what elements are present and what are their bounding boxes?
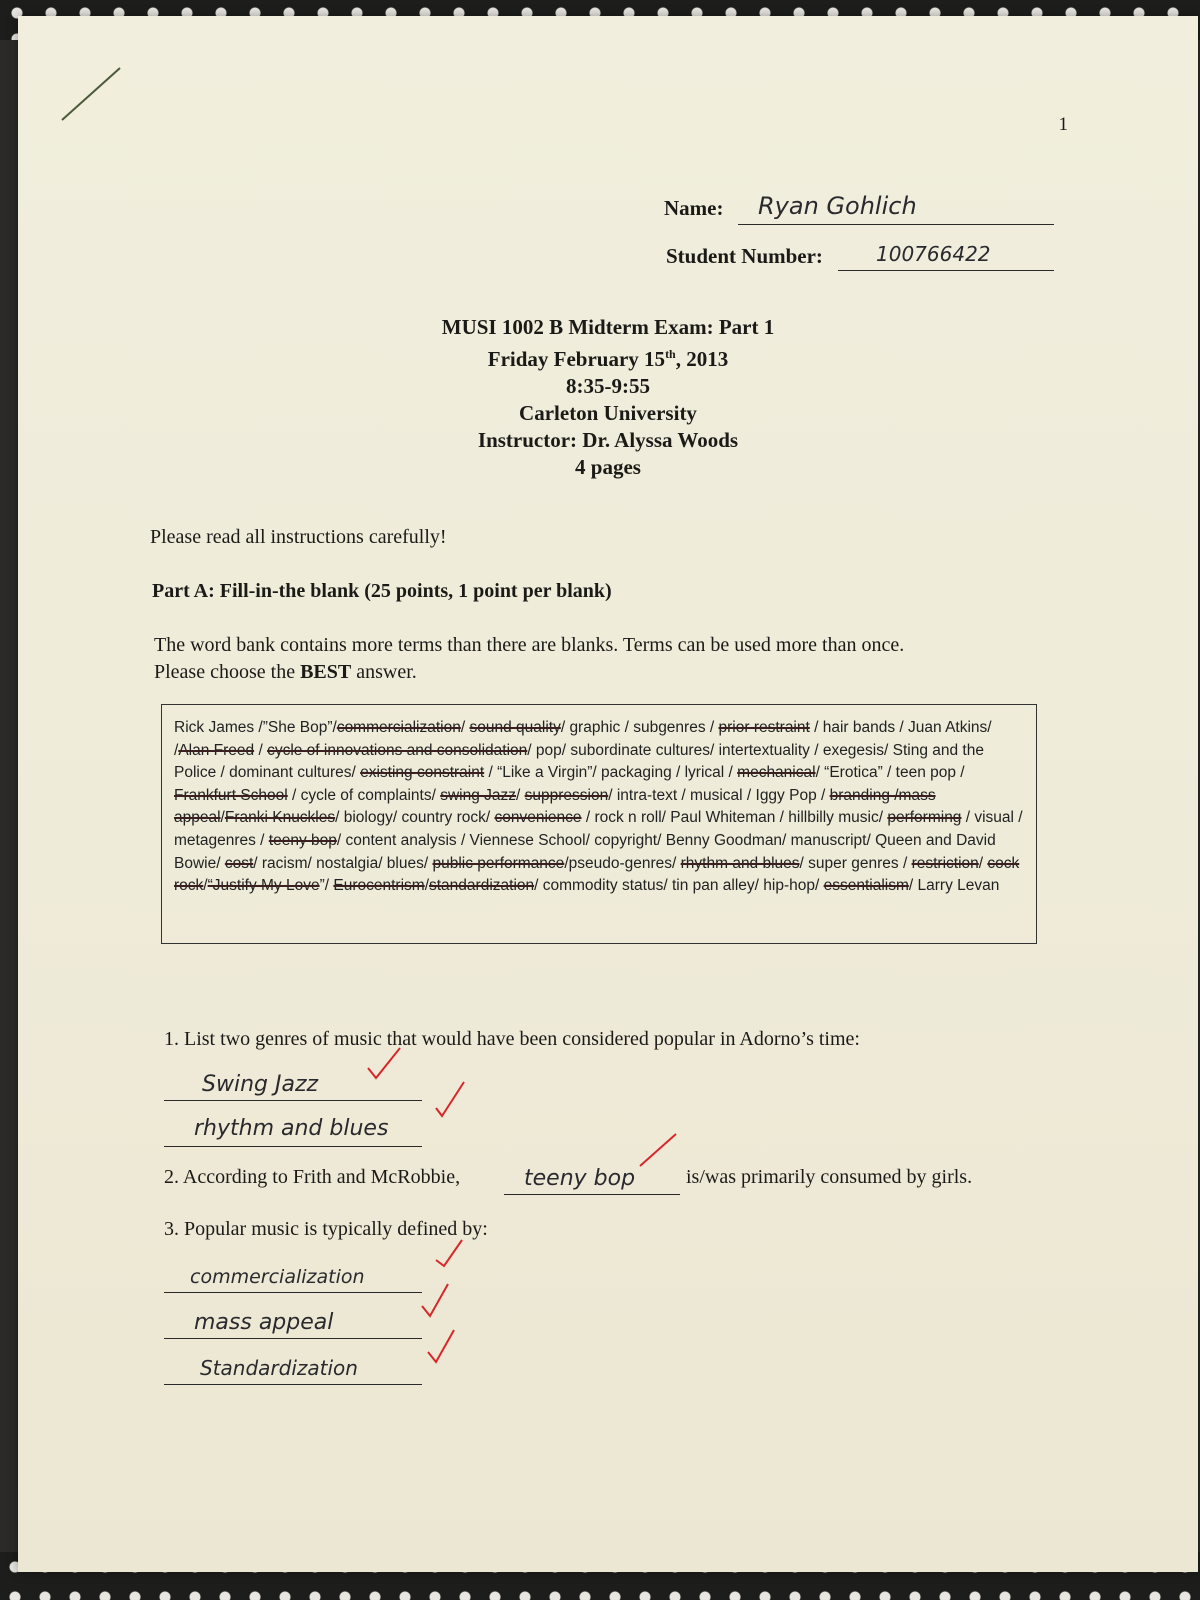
red-check-icon <box>418 1280 458 1320</box>
word-bank-text: / <box>220 809 225 827</box>
exam-page <box>18 16 1198 1572</box>
word-bank-term-crossed: standardization <box>429 877 535 895</box>
word-bank-term-crossed: essentialism <box>823 877 909 895</box>
page-count: 4 pages <box>575 455 641 479</box>
word-bank-term-crossed: suppression <box>524 786 609 804</box>
exam-time: 8:35-9:55 <box>566 374 650 398</box>
word-bank-term-crossed: Alan Freed <box>178 741 255 759</box>
word-bank-intro: The word bank contains more terms than there are blanks. Terms can be used more than once. Please choose the BEST answer. <box>154 634 905 683</box>
word-bank-text: / intra-text / musical / Iggy Pop / <box>608 786 830 804</box>
q3-answer-1: commercialization <box>190 1266 365 1288</box>
word-bank-term-crossed: rhythm and blues <box>680 854 800 872</box>
word-bank-text: / <box>978 854 988 872</box>
word-bank-text: / cycle of complaints/ <box>287 786 441 804</box>
word-bank-text: / content analysis / Viennese School/ copyright/ Benny Goodman/ manuscript/ Queen and David Bowie/ <box>174 831 996 872</box>
word-bank-text: / <box>203 877 208 895</box>
word-bank-term-crossed: Eurocentrism <box>333 877 425 895</box>
word-bank-term-crossed: Frankfurt School <box>174 786 288 804</box>
word-bank-term-crossed: prior restraint <box>718 719 810 736</box>
word-bank-term-crossed: cycle of innovations and consolidation <box>267 741 528 759</box>
word-bank-text: /pseudo-genres/ <box>564 854 681 872</box>
word-bank-term-crossed: Franki Knuckles <box>224 809 336 827</box>
word-bank-term-crossed: performing <box>887 809 962 827</box>
word-bank-text: / biology/ country rock/ <box>335 809 495 827</box>
red-check-icon <box>638 1132 678 1172</box>
word-bank-text: / Larry Levan <box>908 877 1000 895</box>
word-bank-text: / <box>424 877 429 895</box>
word-bank-term-crossed: public performance <box>432 854 565 872</box>
word-bank-term-crossed: sound quality <box>469 719 561 736</box>
word-bank-term-crossed: cock rock <box>174 854 1020 895</box>
q1-answer-2: rhythm and blues <box>194 1116 389 1141</box>
word-bank-text: / <box>460 719 470 736</box>
word-bank-box <box>161 704 1037 944</box>
red-check-icon <box>432 1234 472 1274</box>
page-number: 1 <box>1058 114 1068 135</box>
word-bank-text: Rick James /”She Bop”/ <box>174 719 337 736</box>
student-number-label: Student Number: <box>666 244 823 268</box>
word-bank-term-crossed: swing Jazz <box>440 786 517 804</box>
word-bank-text: / racism/ nostalgia/ blues/ <box>253 854 433 872</box>
q2-answer: teeny bop <box>524 1166 636 1191</box>
part-a-title: Part A: Fill-in-the blank (25 points, 1 point per blank) <box>152 580 612 602</box>
question-3: 3. Popular music is typically defined by: <box>164 1218 488 1240</box>
word-bank-text: / rock n roll/ Paul Whiteman / hillbilly music/ <box>581 809 888 827</box>
word-bank-text: / “Like a Virgin”/ packaging / lyrical / <box>484 764 738 782</box>
word-bank-term-crossed: mechanical <box>737 764 816 782</box>
grade-tick-mark <box>58 56 128 126</box>
student-number-value: 100766422 <box>876 242 991 266</box>
word-bank-term-crossed: teeny bop <box>268 831 337 849</box>
word-bank-text: / graphic / subgenres / <box>560 719 719 736</box>
word-bank-term-crossed: cost <box>224 854 254 872</box>
question-2-suffix: is/was primarily consumed by girls. <box>686 1166 973 1188</box>
word-bank-term-crossed: branding /mass appeal <box>174 786 936 827</box>
word-bank-text: / <box>254 741 268 759</box>
word-bank-text: / pop/ subordinate cultures/ intertextuality / exegesis/ Sting and the Police / dominant cultures/ <box>174 741 984 782</box>
word-bank-text: / visual / metagenres / <box>174 809 1023 849</box>
question-2-prefix: 2. According to Frith and McRobbie, <box>164 1166 461 1188</box>
word-bank-term-crossed: commercialization <box>336 719 461 736</box>
q3-answer-2: mass appeal <box>194 1310 334 1335</box>
red-check-icon <box>364 1044 404 1084</box>
red-check-icon <box>432 1080 472 1120</box>
name-value: Ryan Gohlich <box>758 192 917 220</box>
question-1: 1. List two genres of music that would have been considered popular in Adorno’s time: <box>164 1028 860 1050</box>
university: Carleton University <box>519 401 697 425</box>
word-bank-term-crossed: restriction <box>911 854 979 872</box>
instructor: Instructor: Dr. Alyssa Woods <box>477 428 739 452</box>
exam-date: Friday February 15th, 2013 <box>487 347 729 371</box>
red-check-icon <box>424 1326 464 1366</box>
instructions: Please read all instructions carefully! <box>150 526 447 548</box>
word-bank-term-crossed: “Justify My Love <box>207 877 320 895</box>
word-bank-term-crossed: existing constraint <box>360 764 485 782</box>
course-title: MUSI 1002 B Midterm Exam: Part 1 <box>441 315 775 339</box>
word-bank-text: ”/ <box>319 877 334 895</box>
exam-header <box>18 314 1198 481</box>
word-bank-text: / super genres / <box>799 854 912 872</box>
word-bank-term-crossed: convenience <box>494 809 582 827</box>
word-bank-text: / “Erotica” / teen pop / <box>815 764 965 782</box>
q1-answer-1: Swing Jazz <box>202 1072 319 1097</box>
word-bank-text: / commodity status/ tin pan alley/ hip-hop/ <box>534 877 824 895</box>
word-bank-text: / hair bands / Juan Atkins/ / <box>174 719 992 759</box>
name-label: Name: <box>664 196 724 220</box>
word-bank-text: / <box>516 786 525 804</box>
q3-answer-3: Standardization <box>200 1356 358 1380</box>
